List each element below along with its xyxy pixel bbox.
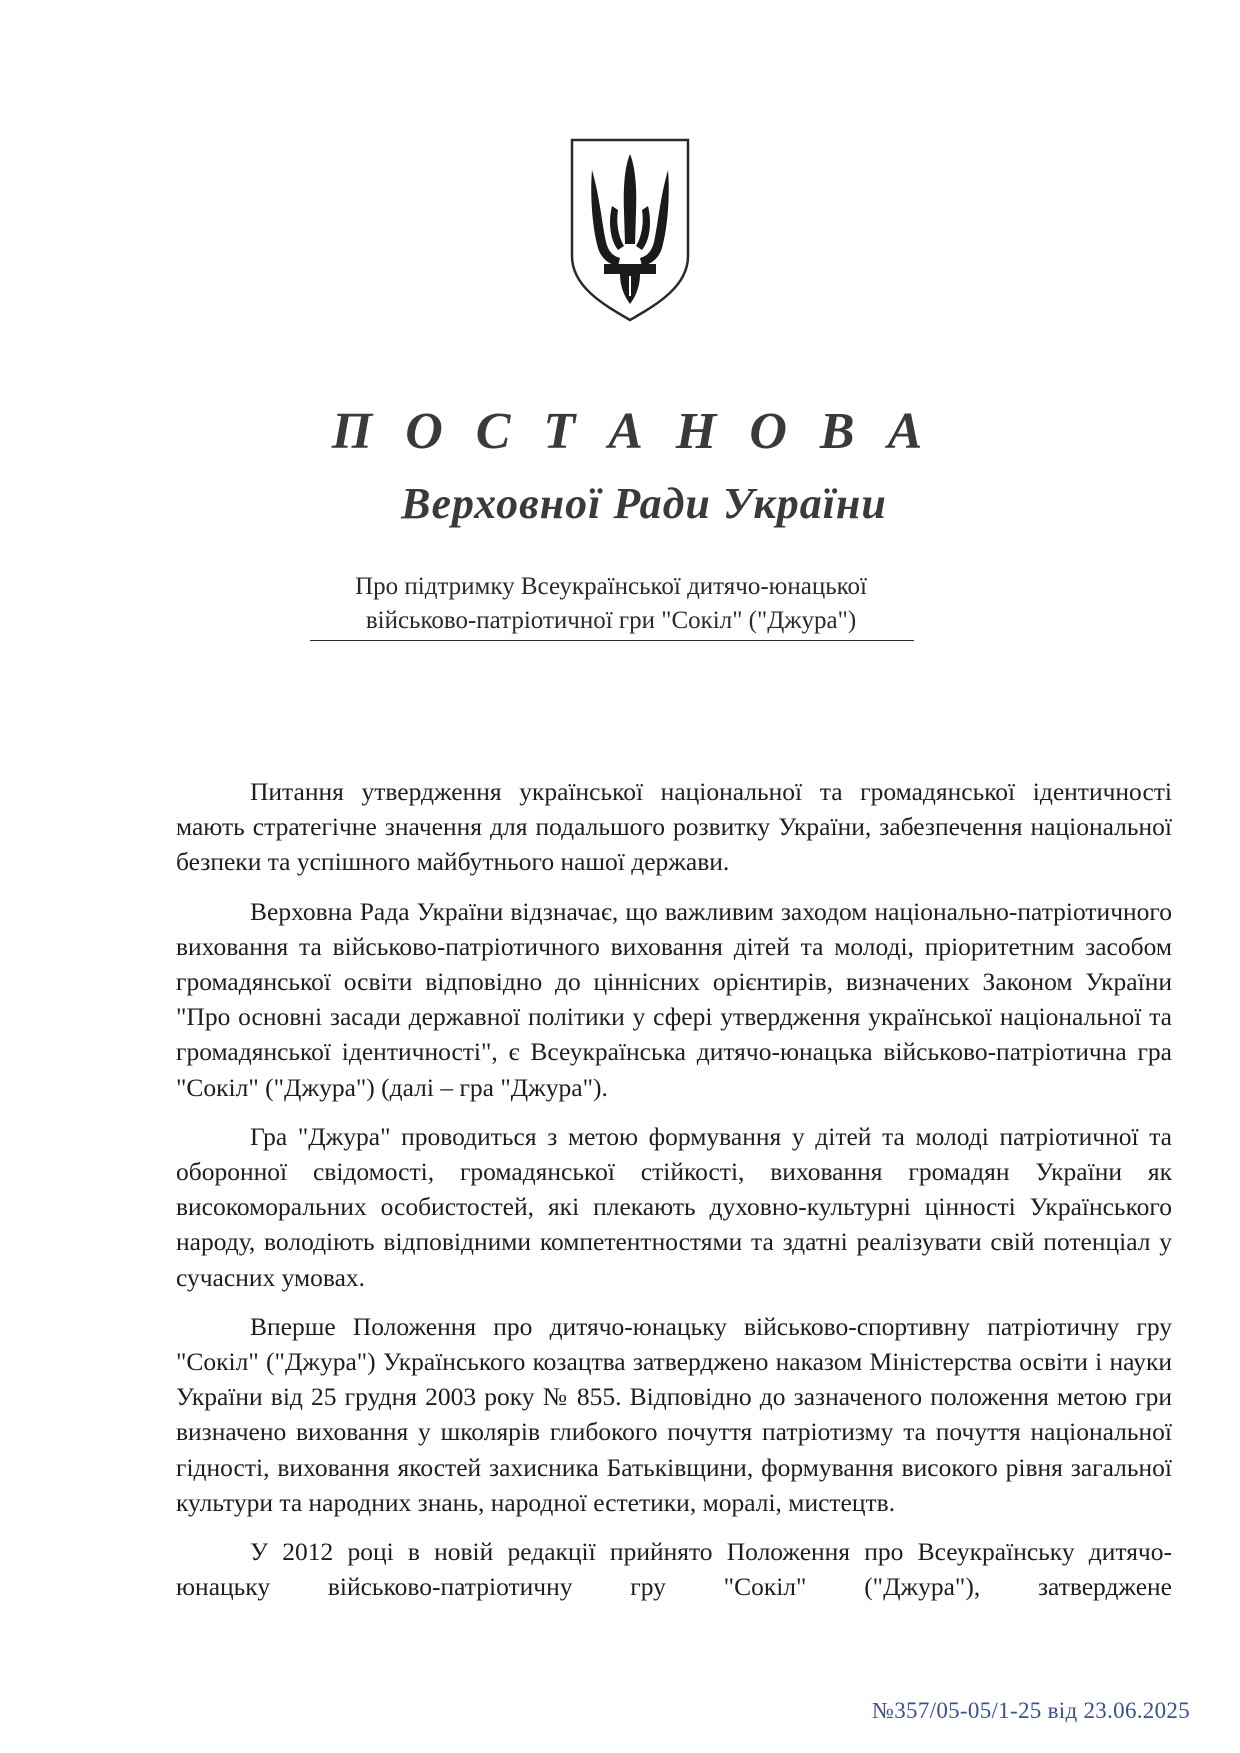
paragraph: Гра "Джура" проводиться з метою формування у дітей та молоді патріотичної та оборонної свідомості, громадянської стійкості, виховання громадян України як високоморальних особистостей, які плекають духовно-культурні цінності Українського народу, володіють відповідними компетентностями та здатні реалізувати свій потенціал у сучасних умовах. xyxy=(176,1121,1172,1292)
document-subject xyxy=(306,570,916,638)
paragraph: Питання утвердження української національної та громадянської ідентичності мають стратегічне значення для подальшого розвитку України, забезпечення національної безпеки та успішного майбутнього нашої держави. xyxy=(176,777,1172,877)
document-body xyxy=(176,774,1172,1618)
subject-line-1: Про підтримку Всеукраїнської дитячо-юнацької xyxy=(355,573,867,600)
subject-underline xyxy=(310,640,914,641)
registration-number: №357/05-05/1-25 від 23.06.2025 xyxy=(872,1698,1190,1723)
paragraph: У 2012 році в новій редакції прийнято Положення про Всеукраїнську дитячо-юнацьку військово-патріотичну гру "Сокіл" ("Джура"), затверджене xyxy=(176,1537,1172,1602)
subject-line-2: військово-патріотичної гри "Сокіл" ("Джура") xyxy=(365,607,857,634)
document-type-title: П О С Т А Н О В А xyxy=(331,403,933,460)
paragraph: Вперше Положення про дитячо-юнацьку військово-спортивну патріотичну гру "Сокіл" ("Джура") Українського козацтва затверджено наказом Міністерства освіти і науки України від 25 грудня 2003 року № 855. Відповідно до зазначеного положення метою гри визначено виховання у школярів глибокого почуття патріотизму та почуття національної гідності, виховання якостей захисника Батьківщини, формування високого рівня загальної культури та народних знань, народної естетики, моралі, мистецтв. xyxy=(176,1311,1172,1517)
trident-emblem-icon xyxy=(568,136,692,324)
paragraph: Верховна Рада України відзначає, що важливим заходом національно-патріотичного виховання та військово-патріотичного виховання дітей та молоді, пріоритетним засобом громадянської освіти відповідно до ціннісних орієнтирів, визначених Законом України "Про основні засади державної політики у сфері утвердження української національної та громадянської ідентичності", є Всеукраїнська дитячо-юнацька військово-патріотична гра "Сокіл" ("Джура") (далі – гра "Джура"). xyxy=(176,896,1172,1102)
issuing-authority: Верховної Ради України xyxy=(401,479,887,528)
